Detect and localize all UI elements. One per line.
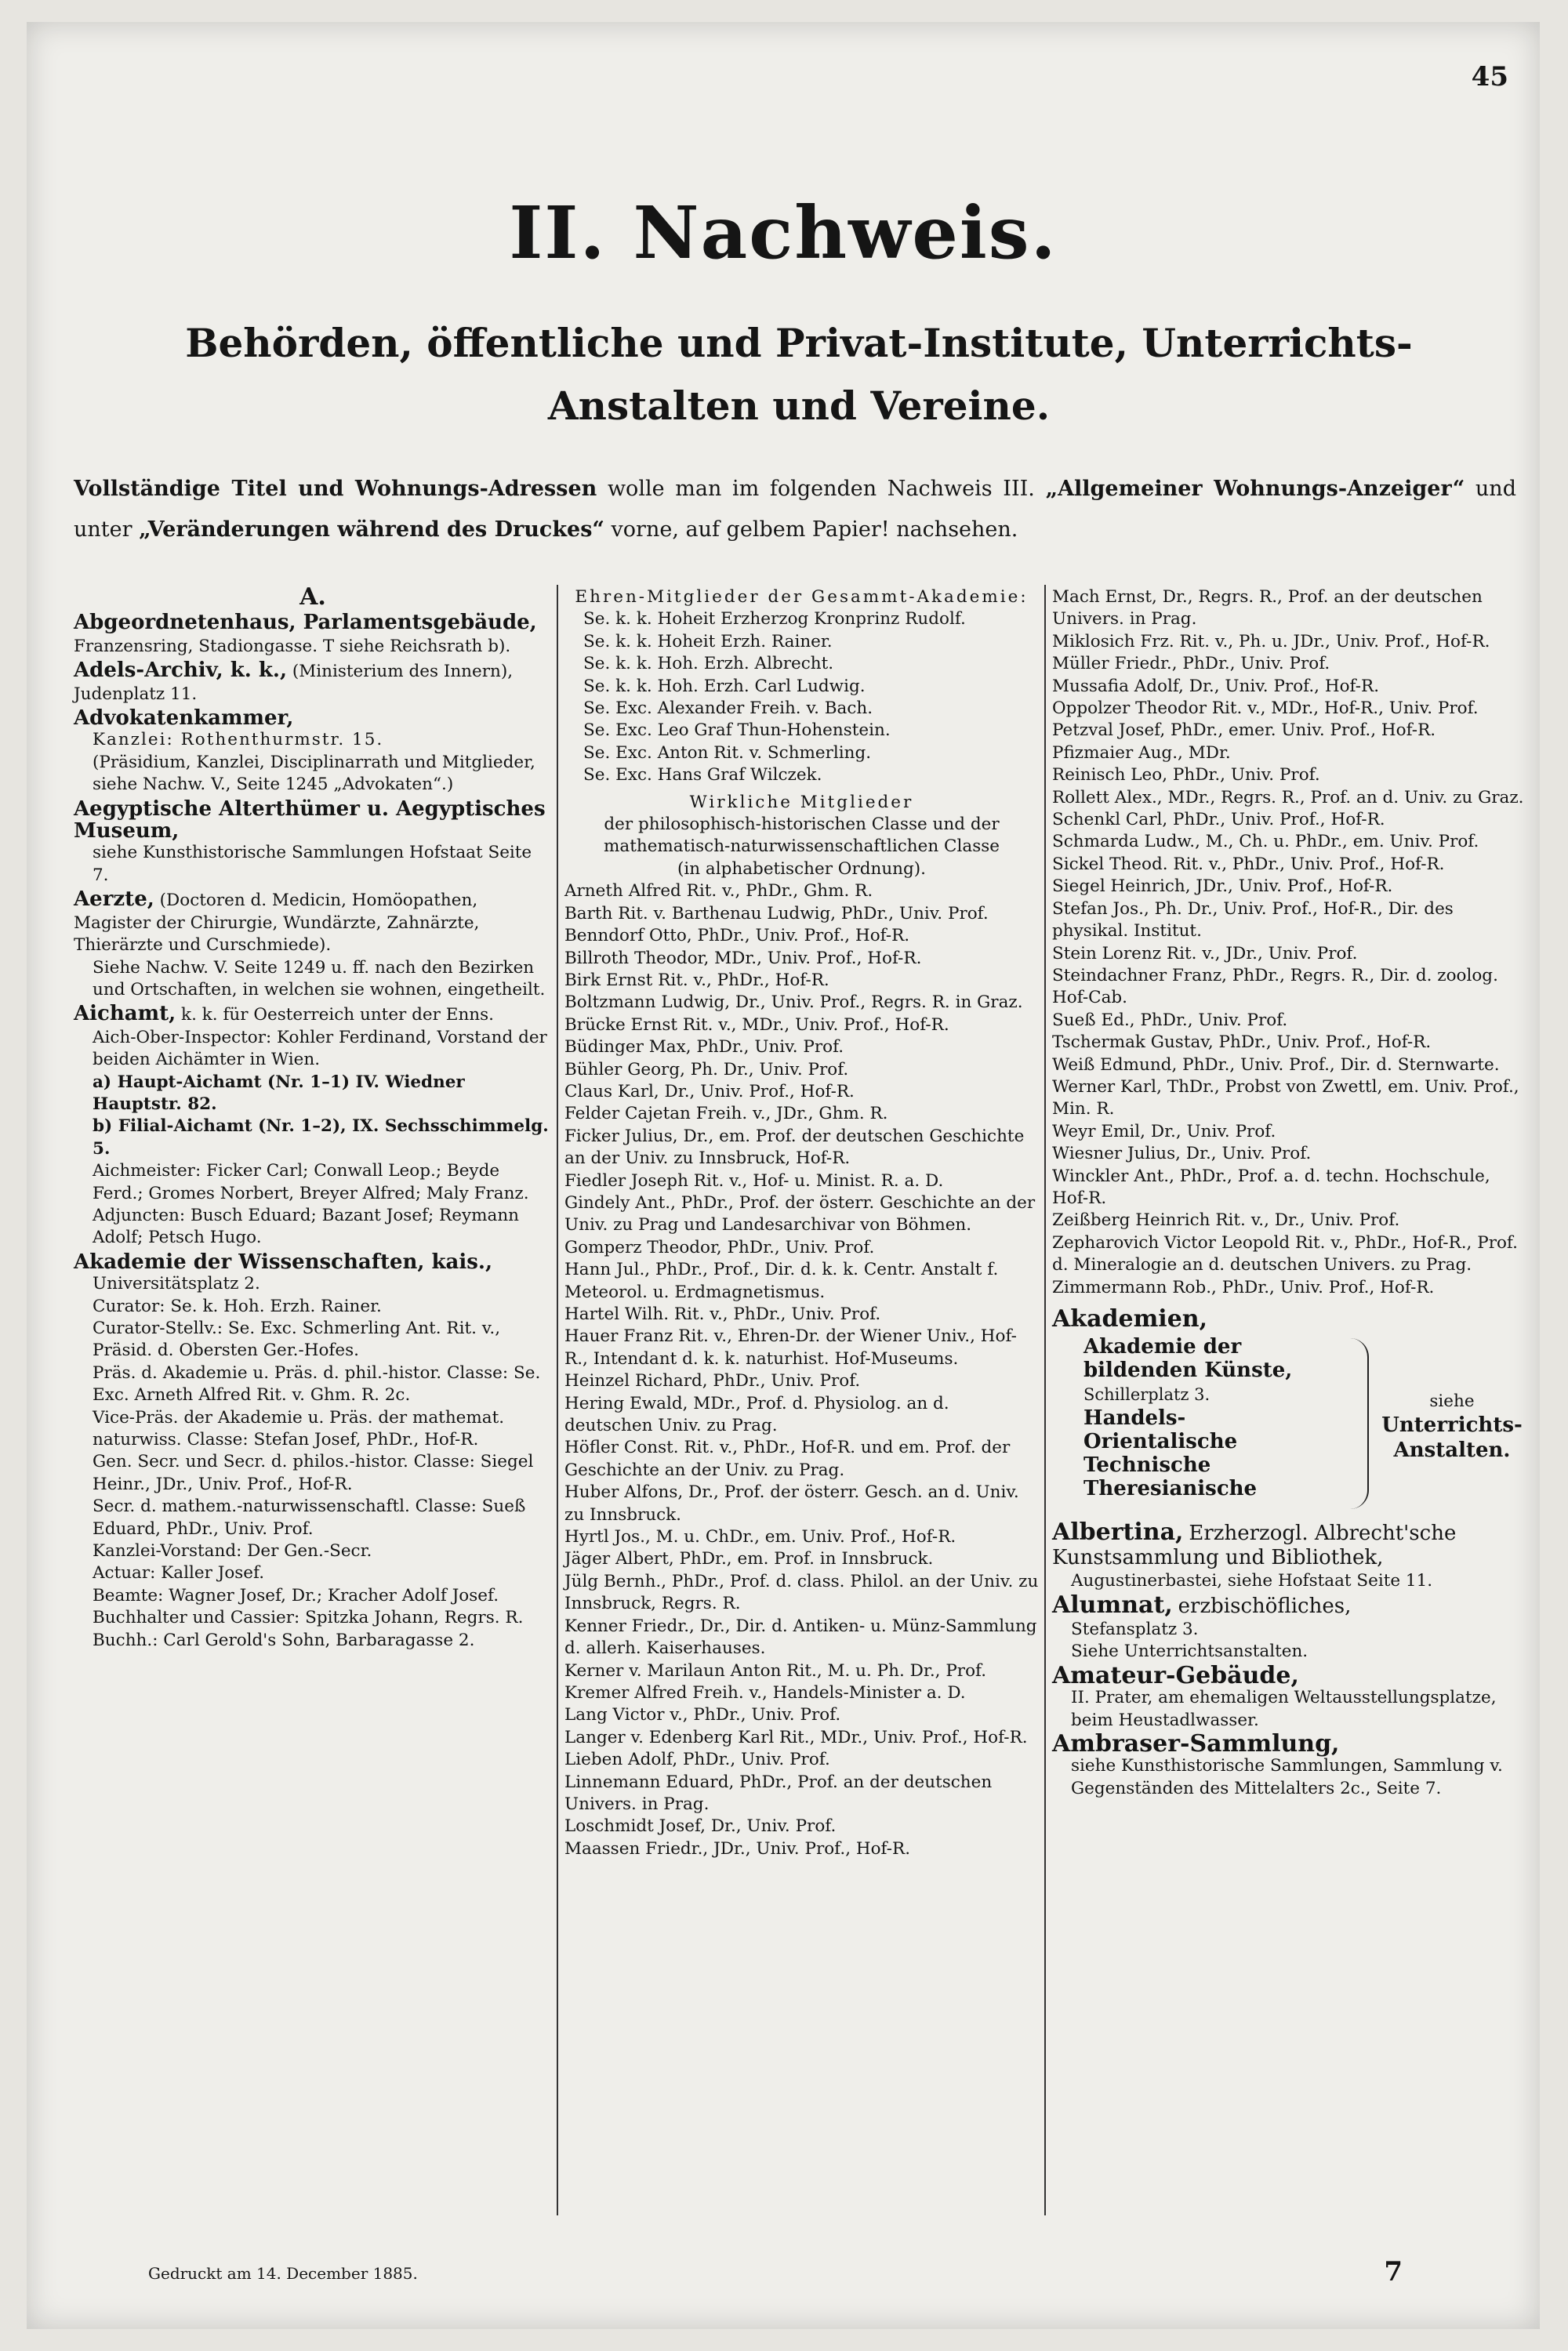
column-divider-1 — [557, 585, 558, 2215]
entry-alumnat — [1052, 1591, 1530, 1663]
page-subtitle: Behörden, öffentliche und Privat-Institute, Unterrichts-Anstalten und Vereine. — [185, 320, 1413, 429]
page-title: II. Nachweis. — [509, 190, 1058, 275]
list-item: Kremer Alfred Freih. v., Handels-Minister a. D. — [564, 1682, 966, 1703]
list-item: Gindely Ant., PhDr., Prof. der österr. Geschichte an der Univ. zu Prag und Landesarchivar von Böhmen. — [564, 1192, 1036, 1235]
list-item: Huber Alfons, Dr., Prof. der österr. Gesch. an d. Univ. zu Innsbruck. — [564, 1482, 1019, 1525]
entry-advokatenkammer — [74, 707, 552, 796]
entry-line: Gen. Secr. und Secr. d. philos.-histor. Classe: Siegel Heinr., JDr., Univ. Prof., Hof-R. — [93, 1452, 534, 1494]
list-item: Birk Ernst Rit. v., PhDr., Hof-R. — [564, 970, 829, 990]
entry-text: erzbischöfliches, — [1178, 1594, 1352, 1618]
akademien-reference — [1374, 1390, 1530, 1464]
column-divider-2 — [1044, 585, 1046, 2215]
akademien-item: Technische — [1083, 1453, 1211, 1478]
list-item: Kerner v. Marilaun Anton Rit., M. u. Ph. Dr., Prof. — [564, 1660, 987, 1681]
list-item: Sickel Theod. Rit. v., PhDr., Univ. Prof., Hof-R. — [1052, 854, 1445, 874]
entry-head: Amateur-Gebäude, — [1052, 1661, 1299, 1689]
list-item: Hering Ewald, MDr., Prof. d. Physiolog. an d. deutschen Univ. zu Prag. — [564, 1393, 949, 1436]
entry-line: Siehe Unterrichtsanstalten. — [1071, 1642, 1308, 1662]
entry-line: siehe Kunsthistorische Sammlungen Hofstaat Seite 7. — [93, 843, 532, 885]
list-item: Se. k. k. Hoheit Erzh. Rainer. — [583, 631, 833, 651]
akademien-reference-siehe: siehe — [1429, 1391, 1475, 1412]
entry-text: (Ministerium des Innern), Judenplatz 11. — [74, 662, 514, 704]
list-item: Gomperz Theodor, PhDr., Univ. Prof. — [564, 1237, 875, 1257]
list-item: Langer v. Edenberg Karl Rit., MDr., Univ. Prof., Hof-R. — [564, 1727, 1028, 1747]
list-item: Kenner Friedr., Dr., Dir. d. Antiken- u. Münz-Sammlung d. allerh. Kaiserhauses. — [564, 1616, 1037, 1659]
entry-head: Advokatenkammer, — [74, 706, 294, 731]
list-item: Fiedler Joseph Rit. v., Hof- u. Minist. R. a. D. — [564, 1170, 944, 1191]
list-item: Maassen Friedr., JDr., Univ. Prof., Hof-R. — [564, 1838, 911, 1859]
list-item: Rollett Alex., MDr., Regrs. R., Prof. an d. Univ. zu Graz. — [1052, 787, 1524, 807]
entry-line: siehe Kunsthistorische Sammlungen, Sammlung v. Gegenständen des Mittelalters 2c., Seite 7. — [1071, 1756, 1503, 1798]
list-item: Höfler Const. Rit. v., PhDr., Hof-R. und em. Prof. der Geschichte an der Univ. zu Prag. — [564, 1438, 1011, 1480]
entry-albertina — [1052, 1518, 1530, 1592]
list-item: Claus Karl, Dr., Univ. Prof., Hof-R. — [564, 1081, 855, 1101]
brace-icon — [1350, 1338, 1369, 1509]
full-members-list — [564, 880, 1039, 1860]
list-item: Jülg Bernh., PhDr., Prof. d. class. Philol. an der Univ. zu Innsbruck, Regrs. R. — [564, 1571, 1039, 1614]
entry-head: Akademie der Wissenschaften, kais., — [74, 1250, 492, 1274]
akademien-reference-target: Unterrichts-Anstalten. — [1381, 1413, 1523, 1463]
list-item: Hartel Wilh. Rit. v., PhDr., Univ. Prof. — [564, 1304, 881, 1324]
list-item: Oppolzer Theodor Rit. v., MDr., Hof-R., Univ. Prof. — [1052, 698, 1479, 719]
akademien-item: Handels- — [1083, 1406, 1186, 1431]
entry-adels-archiv — [74, 659, 552, 706]
entry-ambraser-sammlung — [1052, 1730, 1530, 1800]
list-item: Petzval Josef, PhDr., emer. Univ. Prof., Hof-R. — [1052, 720, 1436, 741]
akademien-item-label: Akademie der bildenden Künste, — [1083, 1335, 1293, 1383]
list-item: Hyrtl Jos., M. u. ChDr., em. Univ. Prof., Hof-R. — [564, 1527, 956, 1547]
list-item: Tschermak Gustav, PhDr., Univ. Prof., Hof-R. — [1052, 1032, 1432, 1053]
akademien-item — [1083, 1335, 1350, 1406]
akademien-list — [1083, 1335, 1350, 1500]
entry-text: Franzensring, Stadiongasse. T siehe Reichsrath b). — [74, 636, 511, 656]
page-number: 45 — [1471, 61, 1508, 93]
akademien-head: Akademien, — [1052, 1305, 1208, 1333]
notice-text-2: und unter — [74, 477, 1516, 542]
list-item: Se. Exc. Anton Rit. v. Schmerling. — [583, 742, 872, 763]
entry-head: Aichamt, — [74, 1002, 176, 1026]
full-members-order-note: (in alphabetischer Ordnung). — [677, 858, 927, 879]
entry-text: k. k. für Oesterreich unter der Enns. — [181, 1005, 495, 1025]
entry-line: Secr. d. mathem.-naturwissenschaftl. Classe: Sueß Eduard, PhDr., Univ. Prof. — [93, 1497, 526, 1539]
print-date-note: Gedruckt am 14. December 1885. — [148, 2264, 418, 2283]
honorary-members-heading: Ehren-Mitglieder der Gesammt-Akademie: — [575, 587, 1029, 607]
entry-head: Abgeordnetenhaus, Parlamentsgebäude, — [74, 611, 537, 635]
notice-text-3: vorne, auf gelbem Papier! nachsehen. — [604, 517, 1018, 542]
list-item: Stefan Jos., Ph. Dr., Univ. Prof., Hof-R., Dir. des physikal. Institut. — [1052, 898, 1454, 941]
list-item: Se. Exc. Hans Graf Wilczek. — [583, 765, 822, 785]
full-members-subheading: der philosophisch-historischen Classe und der mathematisch-naturwissenschaftlichen Classe — [604, 815, 1000, 857]
sheet-signature: 7 — [1384, 2256, 1403, 2288]
entry-line: Beamte: Wagner Josef, Dr.; Kracher Adolf Josef. — [93, 1585, 499, 1605]
entry-text: Erzherzogl. Albrecht'sche Kunstsammlung und Bibliothek, — [1052, 1522, 1457, 1569]
entry-line: Universitätsplatz 2. — [93, 1274, 260, 1294]
column-3 — [1052, 586, 1530, 1801]
entry-line: II. Prater, am ehemaligen Weltausstellungsplatze, beim Heustadlwasser. — [1071, 1688, 1497, 1730]
list-item: Zeißberg Heinrich Rit. v., Dr., Univ. Prof. — [1052, 1210, 1400, 1231]
list-item: Zimmermann Rob., PhDr., Univ. Prof., Hof-R. — [1052, 1277, 1435, 1297]
akademien-item: Orientalische — [1083, 1430, 1238, 1454]
list-item: Loschmidt Josef, Dr., Univ. Prof. — [564, 1816, 837, 1837]
column-1 — [74, 583, 552, 1653]
entry-line: Kanzlei: Rothenthurmstr. 15. — [93, 730, 384, 750]
list-item: Se. Exc. Leo Graf Thun-Hohenstein. — [583, 720, 891, 741]
entry-aegyptische — [74, 798, 552, 887]
list-item: Se. k. k. Hoh. Erzh. Carl Ludwig. — [583, 676, 866, 696]
list-item: Boltzmann Ludwig, Dr., Univ. Prof., Regrs. R. in Graz. — [564, 992, 1023, 1013]
list-item: Se. Exc. Alexander Freih. v. Bach. — [583, 698, 873, 719]
entry-line: Buchh.: Carl Gerold's Sohn, Barbaragasse 2. — [93, 1630, 475, 1650]
entry-line: Adjuncten: Busch Eduard; Bazant Josef; Reymann Adolf; Petsch Hugo. — [93, 1205, 520, 1248]
entry-head: Aerzte, — [74, 887, 154, 912]
list-item: Se. k. k. Hoh. Erzh. Albrecht. — [583, 654, 834, 674]
entry-line: Präs. d. Akademie u. Präs. d. phil.-histor. Classe: Se. Exc. Arneth Alfred Rit. v. Ghm. R. 2c. — [93, 1362, 541, 1406]
entry-line: Vice-Präs. der Akademie u. Präs. der mathemat. naturwiss. Classe: Stefan Josef, PhDr., Hof-R. — [93, 1407, 505, 1450]
entry-line: Buchhalter und Cassier: Spitzka Johann, Regrs. R. — [93, 1608, 524, 1628]
list-item: Winckler Ant., PhDr., Prof. a. d. techn. Hochschule, Hof-R. — [1052, 1166, 1490, 1208]
list-item: Linnemann Eduard, PhDr., Prof. an der deutschen Univers. in Prag. — [564, 1772, 993, 1814]
notice-text-1: wolle man im folgenden Nachweis III. — [597, 477, 1046, 501]
notice-bold-2: „Allgemeiner Wohnungs-Anzeiger“ — [1045, 477, 1465, 501]
list-item: Bühler Georg, Ph. Dr., Univ. Prof. — [564, 1059, 849, 1079]
list-item: Reinisch Leo, PhDr., Univ. Prof. — [1052, 765, 1320, 785]
full-members-list-continued — [1052, 586, 1530, 1299]
list-item: Zepharovich Victor Leopold Rit. v., PhDr., Hof-R., Prof. d. Mineralogie an d. deutschen Univers. zu Prag. — [1052, 1232, 1518, 1275]
document-page — [27, 22, 1540, 2329]
entry-line: Curator: Se. k. Hoh. Erzh. Rainer. — [93, 1296, 382, 1316]
list-item: Hann Jul., PhDr., Prof., Dir. d. k. k. Centr. Anstalt f. Meteorol. u. Erdmagnetismus. — [564, 1260, 999, 1302]
entry-line: Stefansplatz 3. — [1071, 1620, 1199, 1640]
entry-line: b) Filial-Aichamt (Nr. 1–2), IX. Sechsschimmelg. 5. — [93, 1116, 549, 1159]
notice-bold-1: Vollständige Titel und Wohnungs-Adressen — [74, 477, 597, 501]
list-item: Miklosich Frz. Rit. v., Ph. u. JDr., Univ. Prof., Hof-R. — [1052, 631, 1490, 651]
list-item: Lang Victor v., PhDr., Univ. Prof. — [564, 1705, 841, 1725]
list-item: Weiß Edmund, PhDr., Univ. Prof., Dir. d. Sternwarte. — [1052, 1054, 1500, 1075]
entry-line: (Präsidium, Kanzlei, Disciplinarrath und Mitglieder, siehe Nachw. V., Seite 1245 „Advokaten“.) — [93, 752, 535, 795]
list-item: Müller Friedr., PhDr., Univ. Prof. — [1052, 654, 1330, 674]
entry-aerzte — [74, 888, 552, 1001]
list-item: Felder Cajetan Freih. v., JDr., Ghm. R. — [564, 1104, 888, 1124]
entry-head: Aegyptische Alterthümer u. Aegyptisches Museum, — [74, 796, 546, 844]
entry-abgeordnetenhaus — [74, 611, 552, 658]
list-item: Hauer Franz Rit. v., Ehren-Dr. der Wiener Univ., Hof-R., Intendant d. k. k. naturhist. Hof-Museums. — [564, 1326, 1017, 1369]
entry-aichamt — [74, 1003, 552, 1249]
list-item: Arneth Alfred Rit. v., PhDr., Ghm. R. — [564, 881, 873, 902]
list-item: Pfizmaier Aug., MDr. — [1052, 742, 1231, 763]
list-item: Billroth Theodor, MDr., Univ. Prof., Hof-R. — [564, 948, 922, 968]
section-letter: A. — [299, 583, 326, 611]
entry-text: (Doctoren d. Medicin, Homöopathen, Magister der Chirurgie, Wundärzte, Zahnärzte, Thierärzte und Curschmiede). — [74, 891, 480, 956]
akademien-block — [1052, 1335, 1530, 1515]
list-item: Siegel Heinrich, JDr., Univ. Prof., Hof-R. — [1052, 876, 1393, 897]
entry-line: Aich-Ober-Inspector: Kohler Ferdinand, Vorstand der beiden Aichämter in Wien. — [93, 1027, 547, 1070]
list-item: Werner Karl, ThDr., Probst von Zwettl, em. Univ. Prof., Min. R. — [1052, 1076, 1519, 1119]
column-2 — [564, 586, 1039, 1860]
entry-line: Kanzlei-Vorstand: Der Gen.-Secr. — [93, 1541, 372, 1562]
list-item: Barth Rit. v. Barthenau Ludwig, PhDr., Univ. Prof. — [564, 903, 989, 923]
entry-akademie — [74, 1251, 552, 1652]
list-item: Weyr Emil, Dr., Univ. Prof. — [1052, 1121, 1276, 1141]
list-item: Lieben Adolf, PhDr., Univ. Prof. — [564, 1750, 830, 1770]
entry-head: Ambraser-Sammlung, — [1052, 1730, 1340, 1758]
list-item: Jäger Albert, PhDr., em. Prof. in Innsbruck. — [564, 1549, 934, 1569]
list-item: Büdinger Max, PhDr., Univ. Prof. — [564, 1037, 844, 1058]
entry-line: Curator-Stellv.: Se. Exc. Schmerling Ant. Rit. v., Präsid. d. Obersten Ger.-Hofes. — [93, 1319, 501, 1361]
list-item: Steindachner Franz, PhDr., Regrs. R., Dir. d. zoolog. Hof-Cab. — [1052, 965, 1498, 1008]
list-item: Schmarda Ludw., M., Ch. u. PhDr., em. Univ. Prof. — [1052, 832, 1479, 852]
list-item: Mach Ernst, Dr., Regrs. R., Prof. an der deutschen Univers. in Prag. — [1052, 587, 1483, 629]
entry-line: a) Haupt-Aichamt (Nr. 1–1) IV. Wiedner Hauptstr. 82. — [93, 1072, 465, 1114]
honorary-members-list — [564, 608, 1039, 786]
entry-amateur-gebaeude — [1052, 1661, 1530, 1732]
full-members-heading: Wirkliche Mitglieder — [689, 792, 914, 812]
entry-line: Aichmeister: Ficker Carl; Conwall Leop.; Beyde Ferd.; Gromes Norbert, Breyer Alfred; Maly Franz. — [93, 1161, 529, 1203]
list-item: Benndorf Otto, PhDr., Univ. Prof., Hof-R. — [564, 926, 910, 946]
list-item: Stein Lorenz Rit. v., JDr., Univ. Prof. — [1052, 943, 1358, 963]
entry-line: Augustinerbastei, siehe Hofstaat Seite 11. — [1071, 1571, 1433, 1591]
akademien-item: Theresianische — [1083, 1477, 1258, 1501]
list-item: Se. k. k. Hoheit Erzherzog Kronprinz Rudolf. — [583, 609, 966, 629]
list-item: Brücke Ernst Rit. v., MDr., Univ. Prof., Hof-R. — [564, 1014, 949, 1035]
entry-head: Albertina, — [1052, 1518, 1184, 1547]
list-item: Wiesner Julius, Dr., Univ. Prof. — [1052, 1144, 1312, 1164]
entry-head: Alumnat, — [1052, 1591, 1173, 1619]
entry-line: Actuar: Kaller Josef. — [93, 1563, 265, 1584]
notice-bold-3: „Veränderungen während des Druckes“ — [139, 517, 604, 542]
list-item: Schenkl Carl, PhDr., Univ. Prof., Hof-R. — [1052, 810, 1385, 830]
entry-head: Adels-Archiv, k. k., — [74, 658, 288, 683]
list-item: Mussafia Adolf, Dr., Univ. Prof., Hof-R. — [1052, 676, 1380, 696]
list-item: Sueß Ed., PhDr., Univ. Prof. — [1052, 1010, 1288, 1030]
entry-line: Siehe Nachw. V. Seite 1249 u. ff. nach den Bezirken und Ortschaften, in welchen sie wohnen, eingetheilt. — [93, 957, 546, 1000]
akademien-item-address: Schillerplatz 3. — [1083, 1385, 1210, 1405]
list-item: Heinzel Richard, PhDr., Univ. Prof. — [564, 1371, 861, 1391]
list-item: Ficker Julius, Dr., em. Prof. der deutschen Geschichte an der Univ. zu Innsbruck, Hof-R. — [564, 1126, 1025, 1169]
notice-paragraph — [74, 469, 1516, 550]
